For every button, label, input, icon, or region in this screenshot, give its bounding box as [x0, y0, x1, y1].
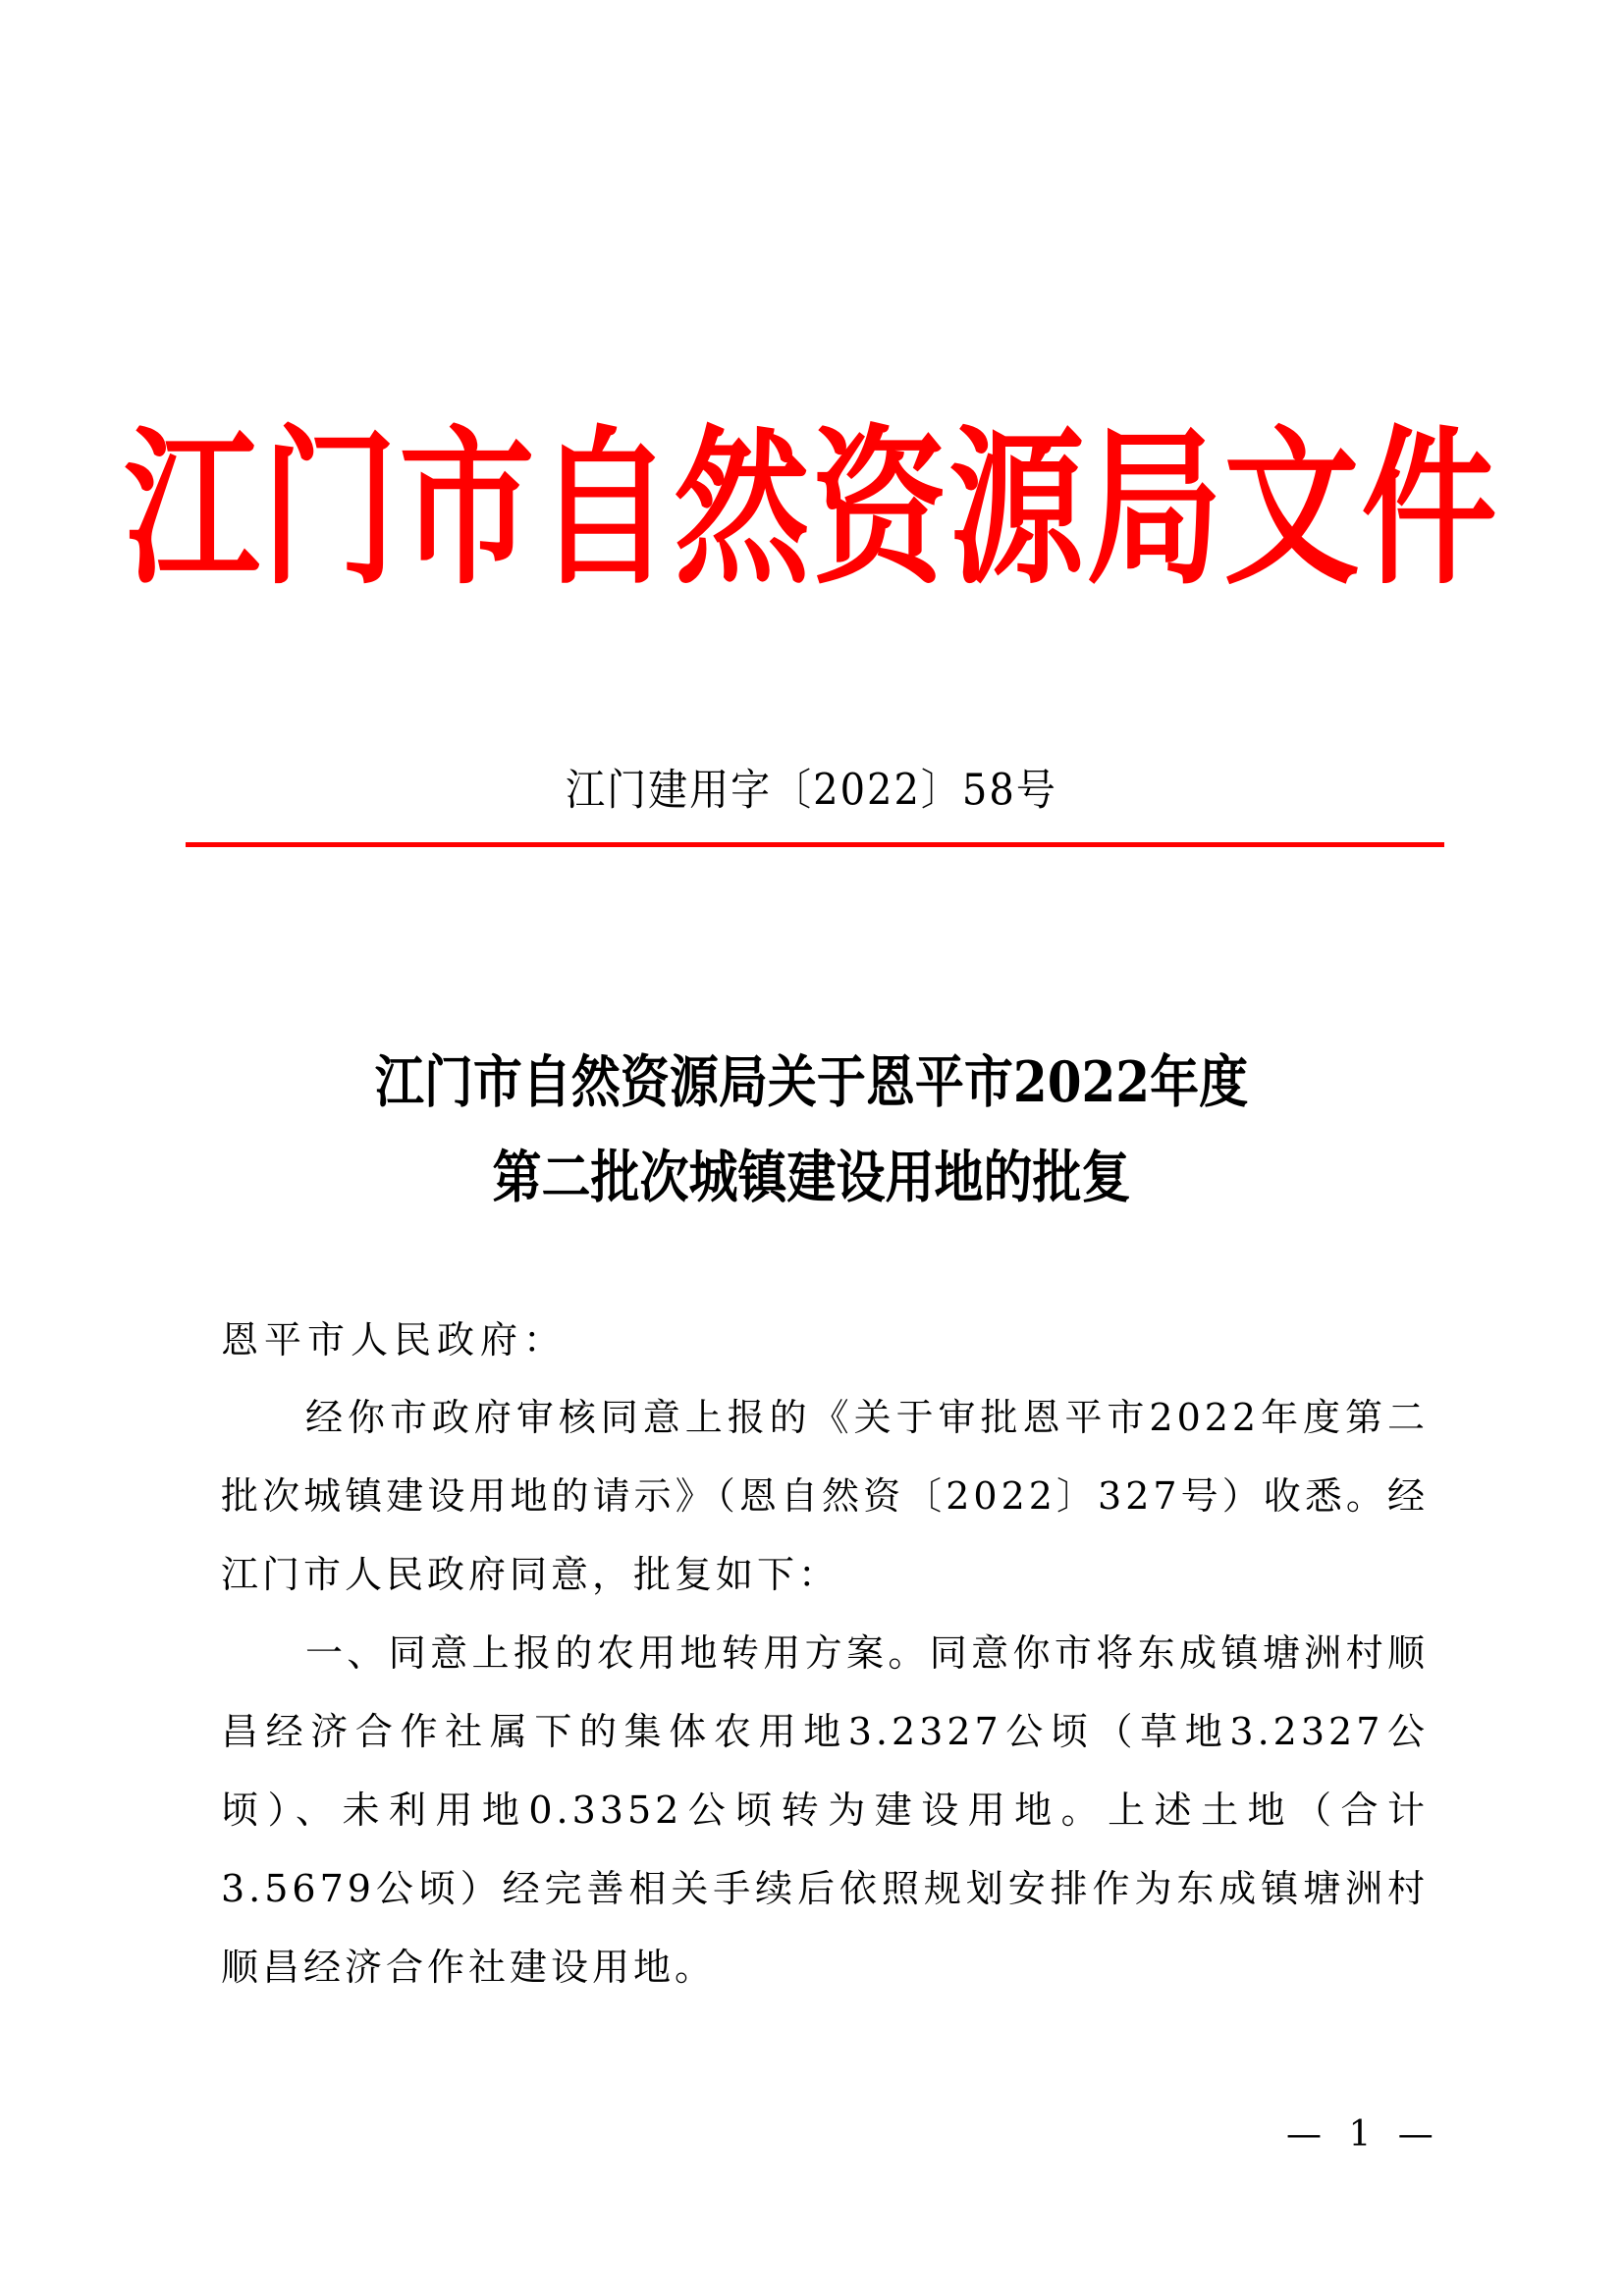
body-paragraph-2-container [221, 1614, 1429, 2006]
document-number: 江门建用字〔2022〕58号 [566, 765, 1057, 816]
salutation: 恩平市人民政府： [221, 1318, 568, 1362]
page-number: — 1 — [1286, 2114, 1441, 2155]
masthead-title: 江门市自然资源局文件 [124, 407, 1499, 609]
document-title-line-2: 第二批次城镇建设用地的批复 [492, 1144, 1131, 1210]
body-paragraph-2: 一、同意上报的农用地转用方案。同意你市将东成镇塘洲村顺昌经济合作社属下的集体农用地3.2327公顷（草地3.2327公顷）、未利用地0.3352公顷转为建设用地。上述土地（合计3.5679公顷）经完善相关手续后依照规划安排作为东成镇塘洲村顺昌经济合作社建设用地。 [221, 1631, 1429, 1989]
red-divider-rule [186, 842, 1444, 847]
body-paragraph-1: 经你市政府审核同意上报的《关于审批恩平市2022年度第二批次城镇建设用地的请示》（恩自然资〔2022〕327号）收悉。经江门市人民政府同意，批复如下： [221, 1396, 1429, 1596]
document-title-line-1: 江门市自然资源局关于恩平市2022年度 [374, 1048, 1249, 1115]
body-paragraph-1-container [221, 1378, 1429, 1614]
